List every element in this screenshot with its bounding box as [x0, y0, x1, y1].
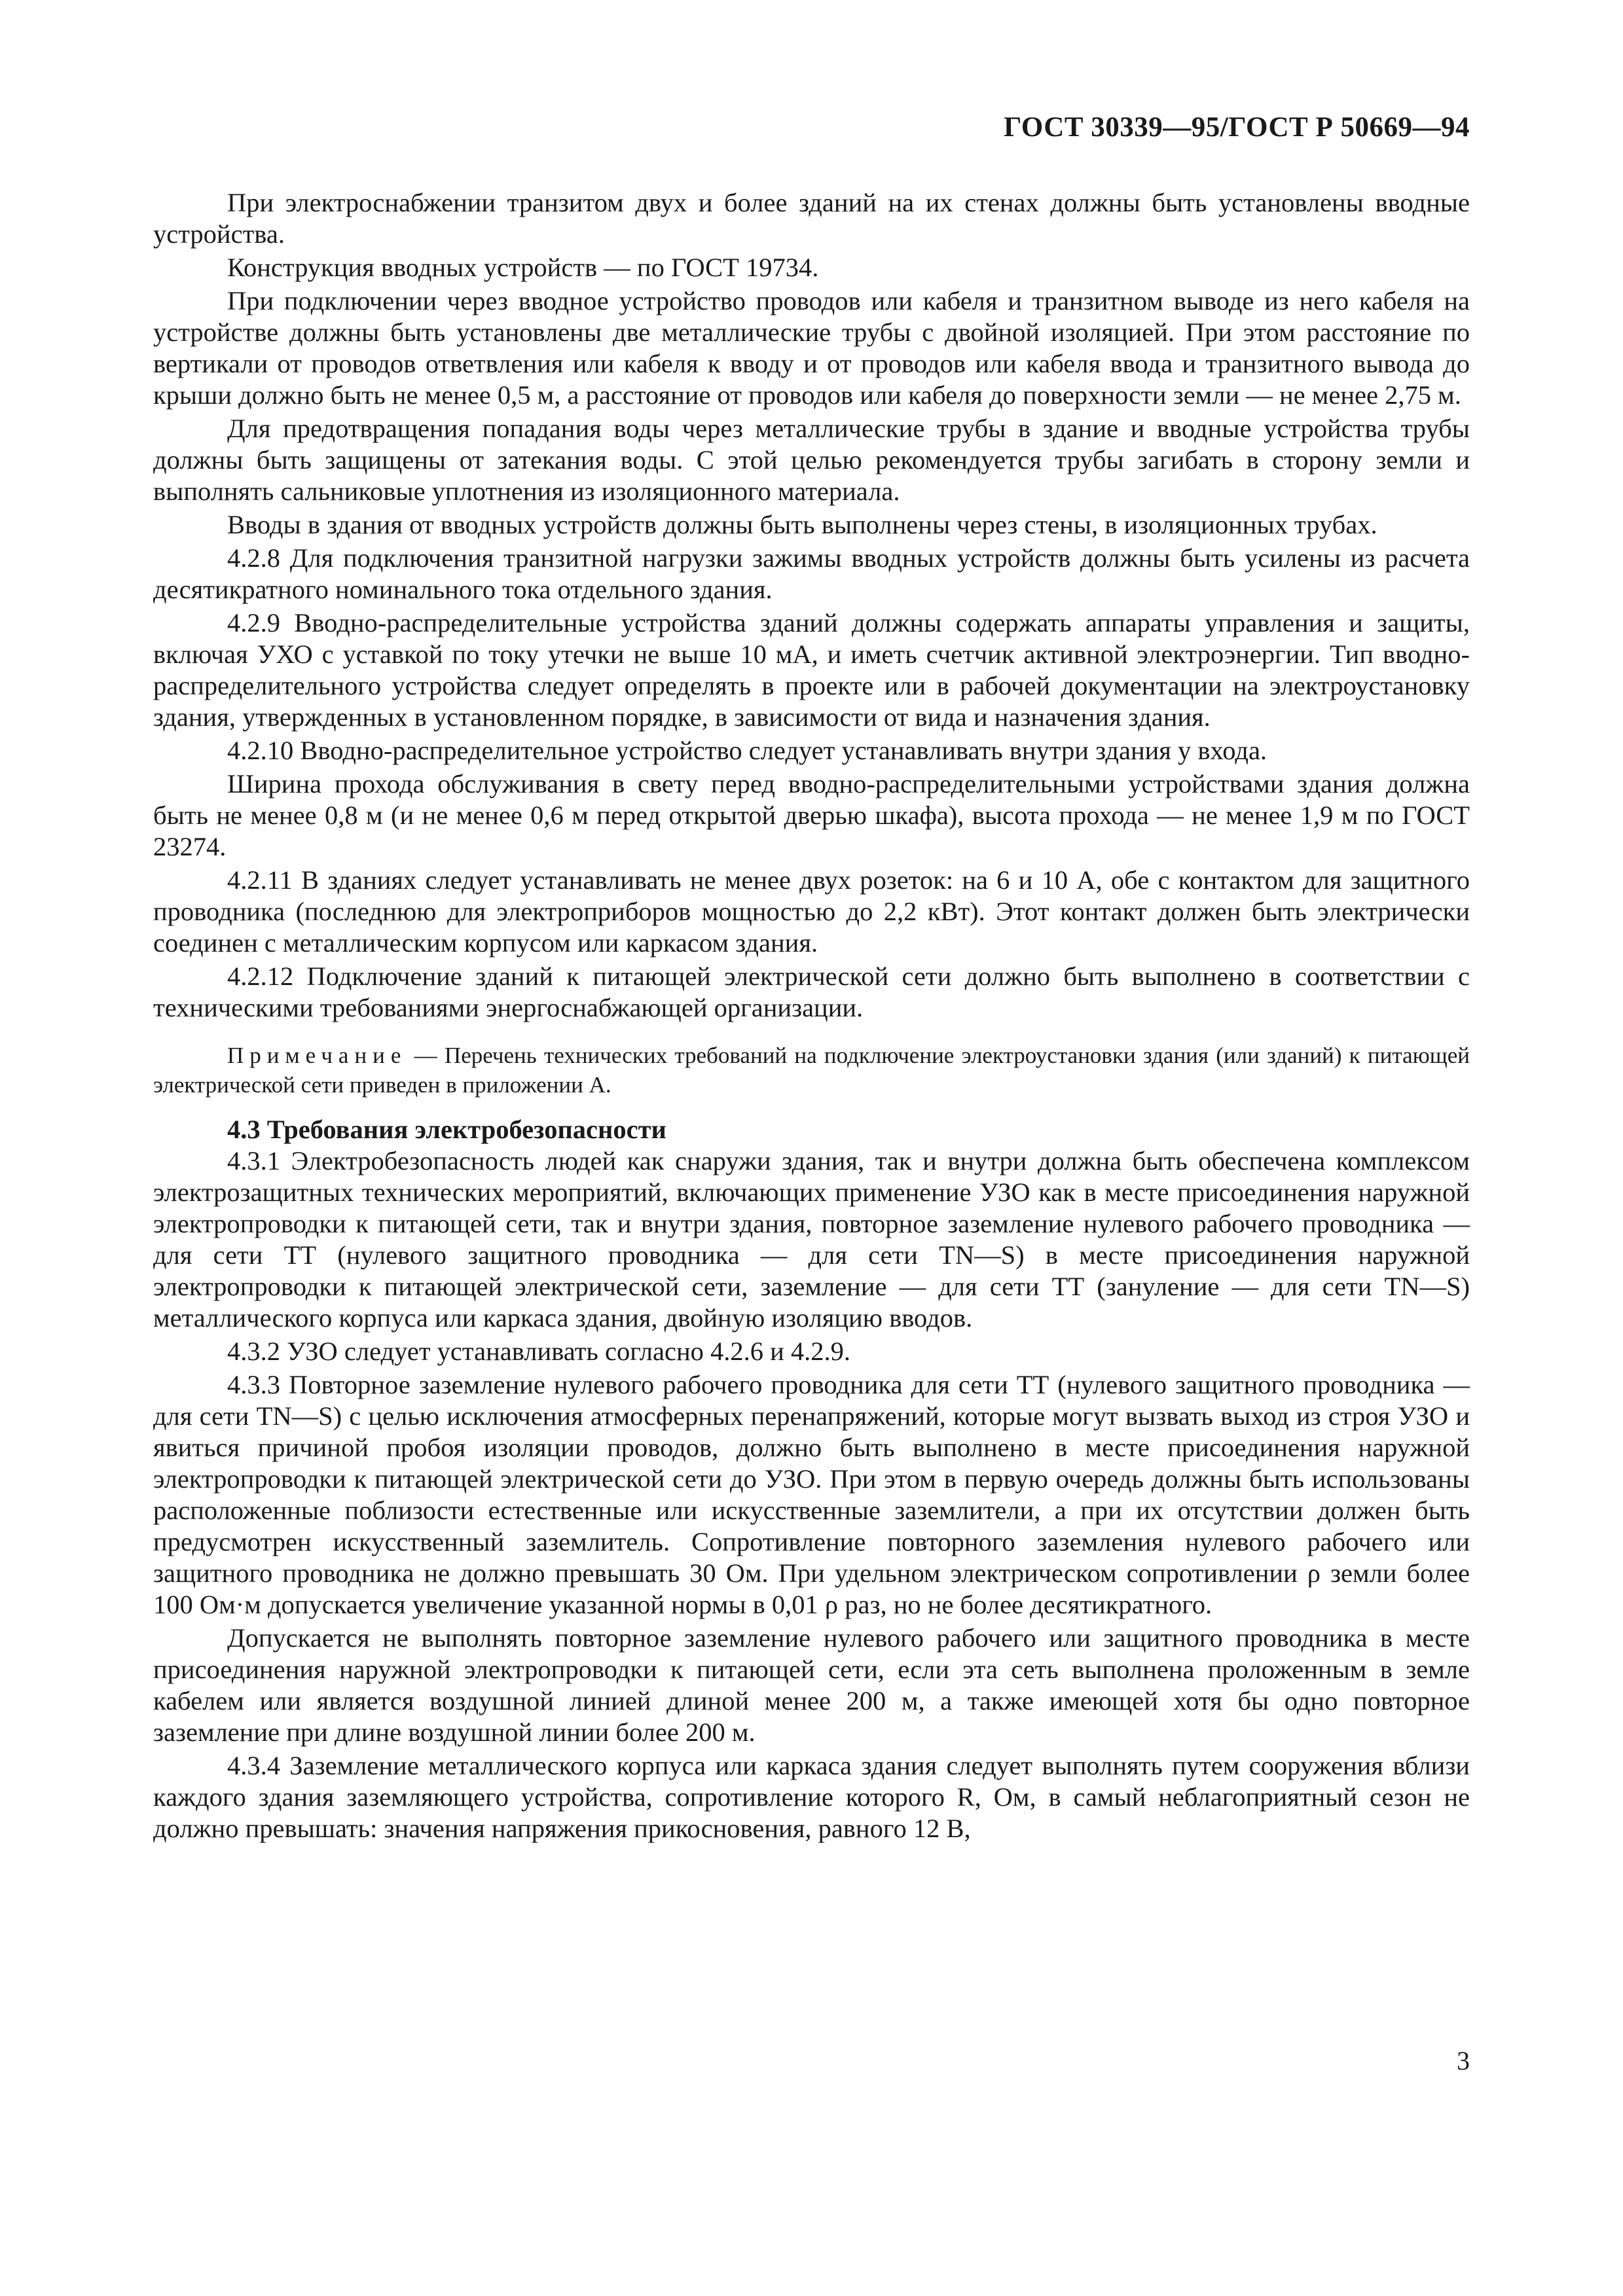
clause-4-2-8: 4.2.8 Для подключения транзитной нагрузки зажимы вводных устройств должны быть усилены из расчета десятикратного номинального тока отдельного здания.	[153, 543, 1470, 604]
paragraph: Для предотвращения попадания воды через металлические трубы в здание и вводные устройства трубы должны быть защищены от затекания воды. С этой целью рекомендуется трубы загибать в сторону земли и выполнять сальниковые уплотнения из изоляционного материала.	[153, 414, 1470, 506]
clause-4-3-4: 4.3.4 Заземление металлического корпуса или каркаса здания следует выполнять путем сооружения вблизи каждого здания заземляющего устройства, сопротивление которого R, Ом, в самый неблагоприятный сезон не должно превышать: значения напряжения прикосновения, равного 12 В,	[153, 1751, 1470, 1843]
note-text: — Перечень технических требований на подключение электроустановки здания (или зданий) к питающей электрической сети приведен в приложении А.	[153, 1043, 1470, 1098]
clause-4-2-9: 4.2.9 Вводно-распределительные устройства зданий должны содержать аппараты управления и защиты, включая УХО с уставкой по току утечки не выше 10 мА, и иметь счетчик активной электроэнергии. Тип вводно-распределительного устройства следует определять в проекте или в рабочей документации на электроустановку здания, утвержденных в установленном порядке, в зависимости от вида и назначения здания.	[153, 608, 1470, 732]
clause-4-3-1: 4.3.1 Электробезопасность людей как снаружи здания, так и внутри должна быть обеспечена комплексом электрозащитных технических мероприятий, включающих применение УЗО как в месте присоединения наружной электропроводки к питающей сети, так и внутри здания, повторное заземление нулевого рабочего проводника — для сети ТТ (нулевого защитного проводника — для сети TN—S) в месте присоединения наружной электропроводки к питающей электрической сети, заземление — для сети ТТ (зануление — для сети TN—S) металлического корпуса или каркаса здания, двойную изоляцию вводов.	[153, 1146, 1470, 1333]
note-lead: Примечание	[227, 1043, 407, 1068]
clause-4-3-2: 4.3.2 УЗО следует устанавливать согласно 4.2.6 и 4.2.9.	[227, 1336, 851, 1366]
paragraph: Вводы в здания от вводных устройств должны быть выполнены через стены, в изоляционных трубах.	[227, 510, 1377, 539]
clause-4-2-12: 4.2.12 Подключение зданий к питающей электрической сети должно быть выполнено в соответствии с техническими требованиями энергоснабжающей организации.	[153, 961, 1470, 1022]
section-heading: 4.3 Требования электробезопасности	[227, 1115, 666, 1144]
note	[153, 1041, 1470, 1100]
paragraph: Допускается не выполнять повторное заземление нулевого рабочего или защитного проводника в месте присоединения наружной электропроводки к питающей сети, если эта сеть выполнена проложенным в земле кабелем или является воздушной линией длиной менее 200 м, а также имеющей хотя бы одно повторное заземление при длине воздушной линии более 200 м.	[153, 1623, 1470, 1747]
document-code-header: ГОСТ 30339—95/ГОСТ Р 50669—94	[1004, 112, 1470, 143]
paragraph: Ширина прохода обслуживания в свету перед вводно-распределительными устройствами здания должна быть не менее 0,8 м (и не менее 0,6 м перед открытой дверью шкафа), высота прохода — не менее 1,9 м по ГОСТ 23274.	[153, 769, 1470, 861]
paragraph: При электроснабжении транзитом двух и более зданий на их стенах должны быть установлены вводные устройства.	[153, 188, 1470, 249]
paragraph: Конструкция вводных устройств — по ГОСТ 19734.	[227, 253, 819, 282]
clause-4-2-10: 4.2.10 Вводно-распределительное устройство следует устанавливать внутри здания у входа.	[227, 736, 1267, 765]
clause-4-2-11: 4.2.11 В зданиях следует устанавливать не менее двух розеток: на 6 и 10 А, обе с контактом для защитного проводника (последнюю для электроприборов мощностью до 2,2 кВт). Этот контакт должен быть электрически соединен с металлическим корпусом или каркасом здания.	[153, 865, 1470, 958]
paragraph: При подключении через вводное устройство проводов или кабеля и транзитном выводе из него кабеля на устройстве должны быть установлены две металлические трубы с двойной изоляцией. При этом расстояние по вертикали от проводов ответвления или кабеля к вводу и от проводов или кабеля ввода и транзитного вывода до крыши должно быть не менее 0,5 м, а расстояние от проводов или кабеля до поверхности земли — не менее 2,75 м.	[153, 286, 1470, 410]
page-number: 3	[1457, 2046, 1470, 2075]
page-body	[153, 187, 1470, 1846]
clause-4-3-3: 4.3.3 Повторное заземление нулевого рабочего проводника для сети ТТ (нулевого защитного проводника — для сети TN—S) с целью исключения атмосферных перенапряжений, которые могут вызвать выход из строя УЗО и явиться причиной пробоя изоляции проводов, должно быть выполнено в месте присоединения наружной электропроводки к питающей электрической сети до УЗО. При этом в первую очередь должны быть использованы расположенные поблизости естественные или искусственные заземлители, а при их отсутствии должен быть предусмотрен искусственный заземлитель. Сопротивление повторного заземления нулевого рабочего или защитного проводника не должно превышать 30 Ом. При удельном электрическом сопротивлении ρ земли более 100 Ом·м допускается увеличение указанной нормы в 0,01 ρ раз, но не более десятикратного.	[153, 1370, 1470, 1619]
